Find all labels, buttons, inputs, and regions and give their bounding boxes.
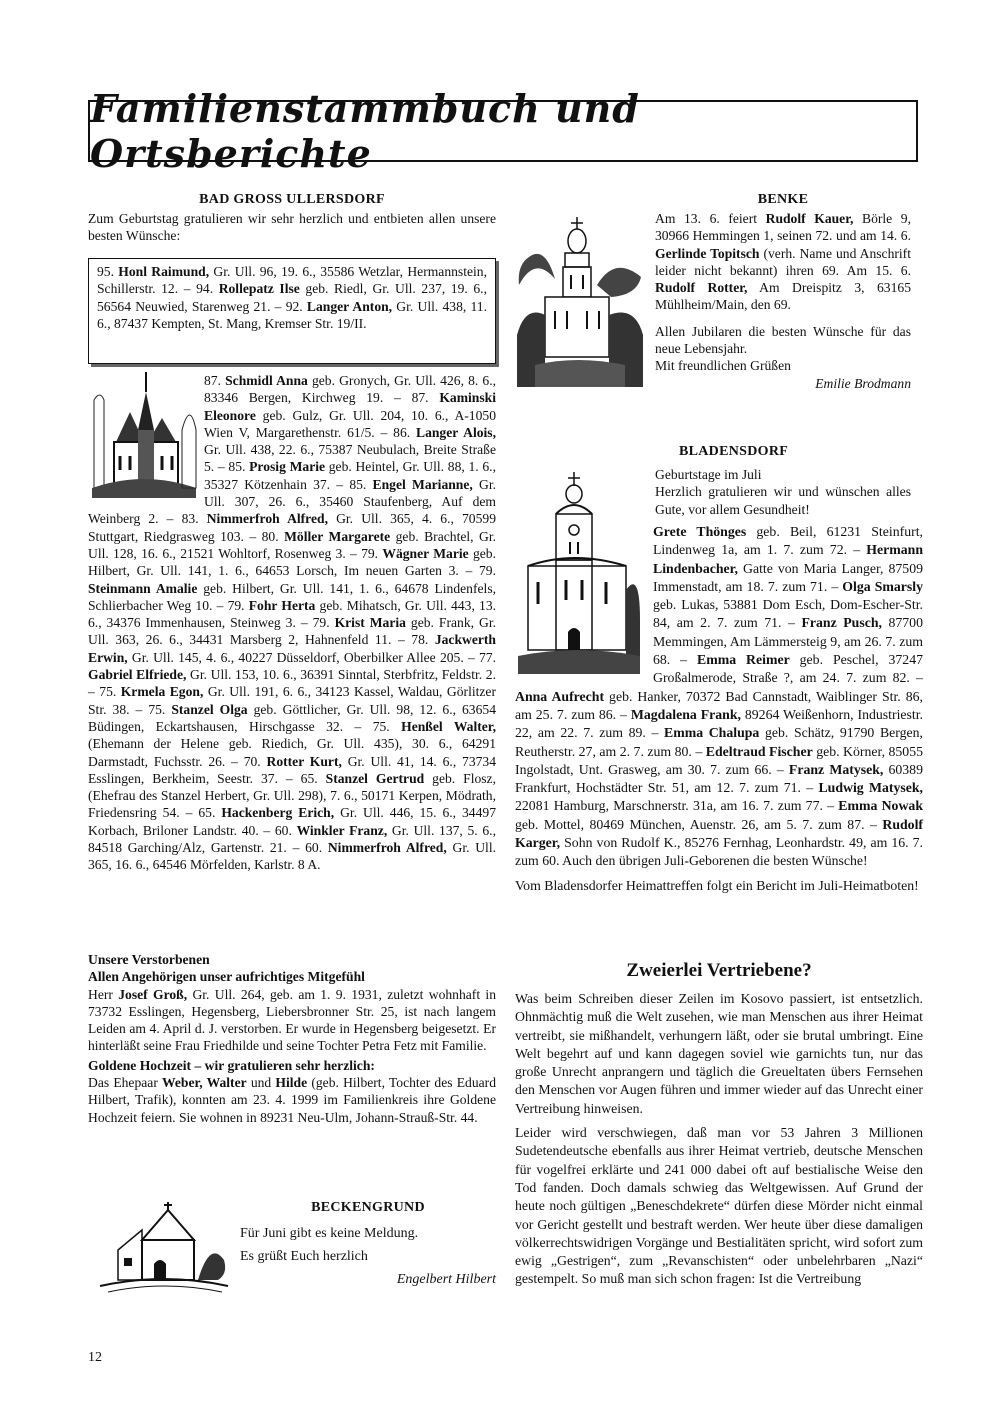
deceased-section (88, 951, 496, 1126)
article-paragraph-1: Was beim Schreiben dieser Zeilen im Kosovo passiert, ist entsetzlich. Ohnmächtig muß die Welt zusehen, wie man Menschen aus ihrer Heimat vertreibt, sie mißhandelt, verhungern läßt, oder sie brutal umbringt. Eine Welt begehrt auf und kann dagegen soviel wie garnichts tun, nur das große Unrecht anprangern und täglich die Greueltaten übers Fernsehen den Menschen vor Augen führen und immer wieder auf das Unrecht einer Vertreibung hinweisen. (515, 991, 923, 1116)
bladensdorf-list (515, 523, 923, 895)
birthday-box (88, 258, 496, 364)
birthday-list-text: 87. Schmidl Anna geb. Gronych, Gr. Ull. 426, 8. 6., 83346 Bergen, Kirchweg 19. – 87. Kaminski Eleonore geb. Gulz, Gr. Ull. 204, 10. 6., A-1050 Wien V, Margarethenstr. 61/5. – 86. Langer Alois, Gr. Ull. 438, 22. 6., 75387 Neubulach, Breite Straße 5. – 85. Prosig Marie geb. Heintel, Gr. Ull. 88, 1. 6., 35327 Kötzenhain 37. – 85. Engel Marianne, Gr. Ull. 307, 26. 6., 35460 Staufenberg, Auf dem Weinberg 2. – 83. Nimmerfroh Alfred, Gr. Ull. 365, 4. 6., 70599 Stuttgart, Riedgrasweg 103. – 80. Möller Margarete geb. Brachtel, Gr. Ull. 128, 16. 6., 21521 Wohltorf, Rosenweg 3. – 79. Wägner Marie geb. Hilbert, Gr. Ull. 141, 1. 6., 64653 Lorsch, Im neuen Garten 3. – 79. Steinmann Amalie geb. Hilbert, Gr. Ull. 141, 1. 6., 64678 Lindenfels, Schlierbacher Weg 10. – 79. Fohr Herta geb. Mihatsch, Gr. Ull. 443, 13. 6., 34376 Immenhausen, Steinweg 3. – 79. Krist Maria geb. Frank, Gr. Ull. 363, 26. 6., 34431 Marsberg 2, Hahnenfeld 11. – 78. Jackwerth Erwin, Gr. Ull. 145, 4. 6., 40227 Düsseldorf, Oberbilker Allee 205. – 77. Gabriel Elfriede, Gr. Ull. 153, 10. 6., 36391 Sinntal, Sterbfritz, Feldstr. 2. – 75. Krmela Egon, Gr. Ull. 191, 6. 6., 34123 Kassel, Waldau, Görlitzer Str. 38. – 75. Stanzel Olga geb. Göttlicher, Gr. Ull. 98, 12. 6., 63654 Büdingen, Eckartshausen, Hirschgasse 32. – 75. Henßel Walter, (Ehemann der Helene geb. Riedich, Gr. Ull. 435), 30. 6., 64291 Darmstadt, Fuchsstr. 26. – 70. Rotter Kurt, Gr. Ull. 41, 14. 6., 73734 Esslingen, Berkheim, Seestr. 37. – 65. Stanzel Gertrud geb. Flosz, (Ehefrau des Stanzel Herbert, Gr. Ull. 298), 7. 6., 50171 Kerpen, Mödrath, Friedensring 54. – 65. Hackenberg Erich, Gr. Ull. 446, 15. 6., 34497 Korbach, Briloner Landstr. 40. – 60. Winkler Franz, Gr. Ull. 137, 5. 6., 84518 Garching/Alz, Gartenstr. 21. – 60. Nimmerfroh Alfred, Gr. Ull. 365, 16. 6., 64546 Mörfelden, Karlstr. 8 A. (88, 373, 497, 873)
person-name: Emma Nowak (838, 798, 923, 814)
float-spacer (88, 372, 204, 497)
person-name: Josef Groß, (118, 986, 188, 1002)
section-heading-beckengrund: BECKENGRUND (311, 1200, 425, 1215)
person-name: Wägner Marie (382, 545, 469, 561)
article-paragraph-2: Leider wird verschwiegen, daß man vor 53 Jahren 3 Millionen Sudetendeutsche ebenfalls aus ihrer Heimat vertrieb, deutsche Menschen für vogelfrei erklärte und 241 000 dabei oft auf bestialische Weise den Tod fanden. Doch damals schwieg das Weltgewissen. Auf Grund der heute noch gültigen „Beneschdekrete“ dürfen diese Mörder nicht einmal vor Gericht gestellt und bestraft werden. Wer heute über diese damaligen völkerrechtswidrigen Vorgänge und Bestialitäten spricht, wird sofort zum ewig „Gestrigen“, zum „Revanschisten“ oder unbelehrbaren „Nazi“ gestempelt. So muß man sich schon fragen: Ist die Vertreibung (515, 1125, 923, 1287)
benke-closing: Allen Jubilaren die besten Wünsche für das neue Lebensjahr. (655, 323, 911, 357)
person-name: Gabriel Elfriede, (88, 667, 187, 683)
person-name: Rudolf Karger, (515, 816, 923, 851)
person-name: Honl Raimund, (118, 264, 210, 279)
person-name: Krist Maria (334, 615, 406, 631)
golden-heading: Goldene Hochzeit – wir gratulieren sehr herzlich: (88, 1057, 375, 1073)
person-name: Weber, Walter (162, 1075, 247, 1091)
deceased-text: Herr Josef Groß, Gr. Ull. 264, geb. am 1. 9. 1931, zuletzt wohnhaft in 73732 Esslingen, Hegensberg, Liebersbronner Str. 25, ist nach langem Leiden am 4. April d. J. verstorben. Er wurde in Hegensberg beigesetzt. Er hinterläßt seine Frau Friedhilde und seine Tochter Petra Fetz mit Familie. (88, 986, 496, 1054)
person-name: Franz Matysek, (788, 761, 884, 777)
section-heading-bad-gross-ullersdorf: BAD GROSS ULLERSDORF (199, 192, 385, 207)
deceased-heading: Unsere Verstorbenen (88, 952, 210, 967)
person-name: Steinmann Amalie (88, 580, 198, 596)
person-name: Rudolf Rotter, (655, 280, 748, 296)
beckengrund-line1: Für Juni gibt es keine Meldung. (240, 1226, 419, 1241)
beckengrund-text (240, 1222, 496, 1291)
beckengrund-line2: Es grüßt Euch herzlich (240, 1249, 368, 1264)
section-heading-benke: BENKE (757, 192, 809, 207)
bladensdorf-intro2: Herzlich gratulieren wir und wünschen alles Gute, vor allem Gesundheit! (655, 484, 911, 517)
person-name: Langer Alois, (416, 424, 496, 440)
person-name: Rudolf Kauer, (765, 211, 854, 226)
benke-signature: Emilie Brodmann (815, 375, 911, 391)
person-name: Hackenberg Erich, (221, 805, 335, 821)
person-name: Franz Pusch, (801, 615, 882, 631)
person-name: Olga Smarsly (842, 578, 923, 594)
person-name: Schmidl Anna (225, 373, 308, 388)
person-name: Winkler Franz, (296, 822, 388, 838)
person-name: Hermann Lindenbacher, (653, 542, 923, 576)
person-name: Edeltraud Fischer (705, 743, 813, 759)
page-number: 12 (88, 1350, 102, 1365)
person-name: Fohr Herta (248, 597, 316, 613)
person-name: Engel Marianne, (372, 476, 473, 492)
person-name: Stanzel Gertrud (325, 770, 425, 786)
section-heading-bladensdorf: BLADENSDORF (679, 444, 789, 459)
person-name: Möller Margarete (284, 528, 391, 544)
masthead-title: Familienstammbuch und Ortsberichte (90, 86, 640, 176)
person-name: Nimmerfroh Alfred, (327, 840, 447, 856)
birthday-box-text: 95. Honl Raimund, Gr. Ull. 96, 19. 6., 35586 Wetzlar, Hermannstein, Schillerstr. 12. – 94. Rollepatz Ilse geb. Riedl, Gr. Ull. 237, 19. 6., 56564 Neuwied, Starenweg 21. – 92. Langer Anton, Gr. Ull. 438, 11. 6., 87437 Kempten, St. Mang, Kremser Str. 19/II. (97, 264, 488, 331)
person-name: Ludwig Matysek, (818, 780, 923, 796)
person-name: Langer Anton, (306, 298, 393, 314)
person-name: Henßel Walter, (401, 718, 496, 734)
person-name: Anna Aufrecht (515, 688, 605, 704)
person-name: Magdalena Frank, (630, 706, 741, 722)
benke-text (655, 210, 911, 392)
person-name: Emma Chalupa (664, 725, 760, 741)
person-name: Nimmerfroh Alfred, (206, 511, 328, 527)
person-name: Stanzel Olga (171, 701, 248, 717)
masthead (88, 86, 918, 176)
person-name: Rotter Kurt, (266, 753, 342, 769)
deceased-subheading: Allen Angehörigen unser aufrichtiges Mitgefühl (88, 969, 365, 985)
bladensdorf-intro1: Geburtstage im Juli (655, 467, 762, 482)
chapel-illustration (98, 1200, 230, 1294)
float-spacer-2 (515, 523, 653, 687)
article-title: Zweierlei Vertriebene? (626, 960, 812, 981)
person-name: Grete Thönges (653, 524, 747, 539)
person-name: Kaminski Eleonore (204, 390, 496, 423)
birthday-list (88, 372, 496, 874)
golden-text: Das Ehepaar Weber, Walter und Hilde (geb. Hilbert, Tochter des Eduard Hilbert, Trafik), konnten am 23. 4. 1999 im Familienkreis ihre Goldene Hochzeit feiern. Sie wohnen in 89231 Neu-Ulm, Johann-Strauß-Str. 44. (88, 1075, 496, 1125)
bladensdorf-intro (655, 466, 911, 518)
person-name: Prosig Marie (249, 459, 326, 475)
bladensdorf-body: Grete Thönges geb. Beil, 61231 Steinfurt, Lindenweg 1a, am 1. 7. zum 72. – Hermann Lindenbacher, Gatte von Maria Langer, 87509 Immenstadt, am 18. 7. zum 71. – Olga Smarsly geb. Lukas, 53881 Dom Esch, Dom-Escher-Str. 84, am 2. 7. zum 71. – Franz Pusch, 87700 Memmingen, Am Lämmersteig 9, am 26. 7. zum 68. – Emma Reimer geb. Peschel, 37247 Großalmerode, Straße ?, am 24. 7. zum 82. – Anna Aufrecht geb. Hanker, 70372 Bad Cannstadt, Waiblinger Str. 86, am 25. 7. zum 86. – Magdalena Frank, 89264 Weißenhorn, Industriestr. 22, am 22. 7. zum 89. – Emma Chalupa geb. Schätz, 91790 Bergen, Reutherstr. 27, am 2. 7. zum 80. – Edeltraud Fischer geb. Körner, 85055 Ingolstadt, Unt. Grasweg, am 30. 7. zum 66. – Franz Matysek, 60389 Frankfurt, Hochstädter Str. 51, am 12. 7. zum 71. – Ludwig Matysek, 22081 Hamburg, Marschnerstr. 31a, am 16. 7. zum 77. – Emma Nowak geb. Mottel, 80469 München, Auenstr. 26, am 5. 7. zum 87. – Rudolf Karger, Sohn von Rudolf K., 85276 Fernhag, Leonhardstr. 49, am 16. 7. zum 60. Auch den übrigen Juli-Geborenen die besten Wünsche! (515, 524, 924, 869)
person-name: Rollepatz Ilse (218, 281, 300, 297)
bladensdorf-footer: Vom Bladensdorfer Heimattreffen folgt ein Bericht im Juli-Heimatboten! (515, 877, 919, 893)
benke-greeting: Mit freundlichen Grüßen (655, 358, 791, 374)
person-name: Emma Reimer (697, 652, 790, 668)
benke-church-illustration (515, 215, 645, 390)
article-body (515, 990, 923, 1289)
person-name: Gerlinde Topitsch (655, 245, 760, 261)
benke-body: Am 13. 6. feiert Rudolf Kauer, Börle 9, 30966 Hemmingen 1, seinen 72. und am 14. 6. Gerlinde Topitsch (verh. Name und Anschrift leider nicht bekannt) ihren 69. Am 15. 6. Rudolf Rotter, Am Dreispitz 3, 63165 Mühlheim/Main, den 69. (655, 211, 911, 313)
beckengrund-signature: Engelbert Hilbert (396, 1272, 496, 1287)
person-name: Jackwerth Erwin, (88, 632, 496, 665)
intro-text: Zum Geburtstag gratulieren wir sehr herzlich und entbieten allen unsere besten Wünsche: (88, 211, 496, 244)
person-name: Krmela Egon, (120, 684, 204, 700)
person-name: Hilde (275, 1075, 308, 1091)
